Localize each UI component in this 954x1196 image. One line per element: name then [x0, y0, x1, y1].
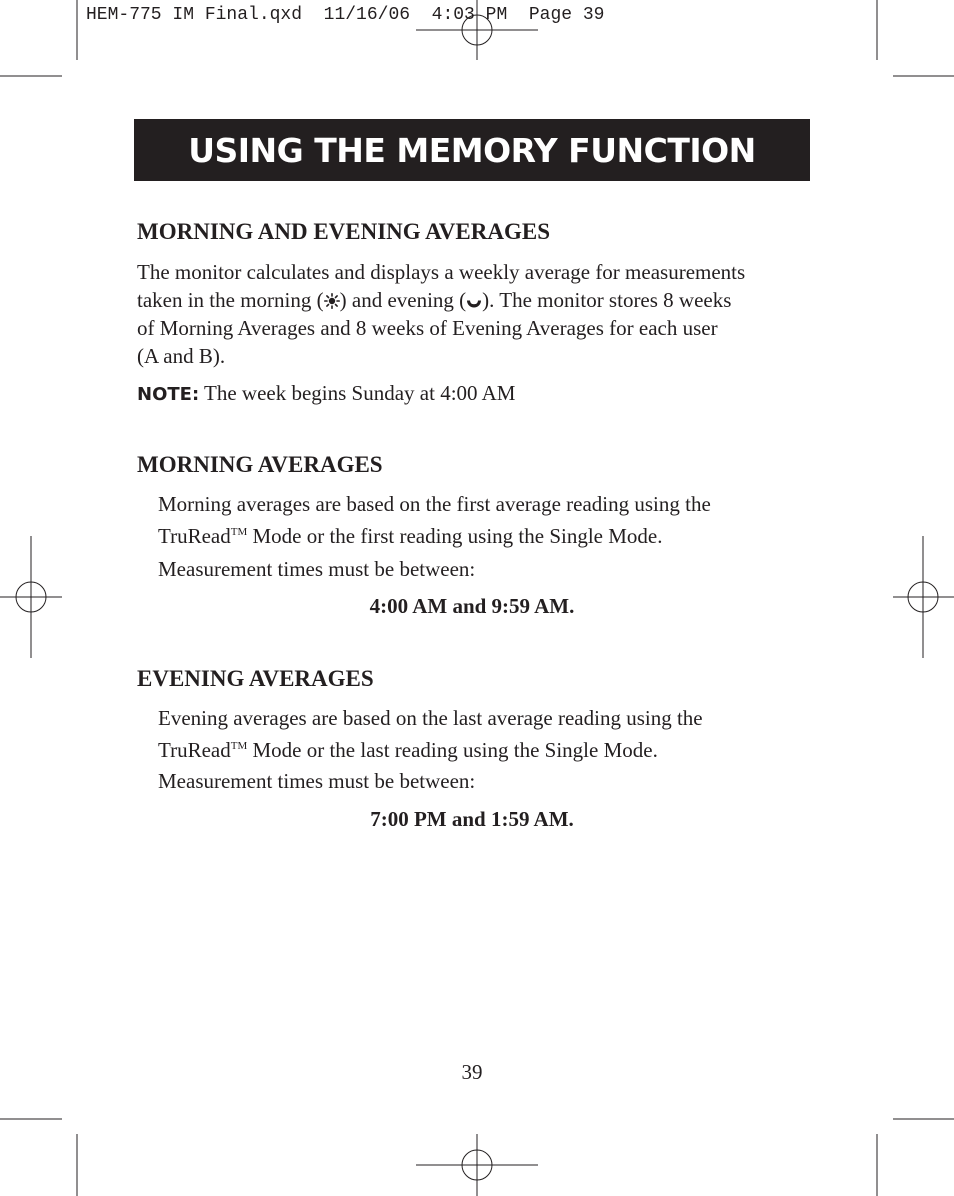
- text-fragment: TruRead: [158, 524, 231, 548]
- trademark-symbol: TM: [230, 526, 248, 538]
- text-fragment: ). The monitor stores 8 weeks: [482, 288, 732, 312]
- section-heading-morning-evening: MORNING AND EVENING AVERAGES: [137, 219, 551, 244]
- page-number: 39: [461, 1060, 483, 1084]
- paragraph-line: of Morning Averages and 8 weeks of Evening Averages for each user: [137, 316, 718, 340]
- text-fragment: TruRead: [158, 738, 231, 762]
- paragraph-line: [137, 286, 731, 314]
- trademark-symbol: TM: [230, 740, 248, 752]
- paragraph-line: [158, 518, 663, 550]
- page-title: USING THE MEMORY FUNCTION: [188, 130, 756, 170]
- paragraph-line: Measurement times must be between:: [158, 769, 476, 793]
- paragraph-line: Morning averages are based on the first average reading using the: [158, 492, 711, 516]
- note-label: NOTE:: [137, 384, 200, 405]
- paragraph-line: The monitor calculates and displays a weekly average for measurements: [137, 260, 746, 284]
- paragraph-line: [158, 732, 658, 764]
- text-fragment: Mode or the first reading using the Single Mode.: [247, 524, 663, 548]
- text-fragment: Mode or the last reading using the Single Mode.: [247, 738, 658, 762]
- print-slug-line: HEM-775 IM Final.qxd 11/16/06 4:03 PM Page 39: [86, 5, 605, 25]
- text-fragment: ) and evening (: [339, 288, 467, 312]
- section-heading-morning: MORNING AVERAGES: [137, 452, 383, 477]
- paragraph-line: (A and B).: [137, 344, 226, 368]
- title-banner: [134, 119, 810, 181]
- morning-time-range: 4:00 AM and 9:59 AM.: [369, 594, 575, 618]
- note: [137, 379, 515, 409]
- moon-icon: [466, 293, 482, 309]
- section-heading-evening: EVENING AVERAGES: [137, 666, 374, 691]
- evening-time-range: 7:00 PM and 1:59 AM.: [370, 807, 574, 831]
- text-fragment: taken in the morning (: [137, 288, 324, 312]
- sun-icon: [324, 293, 340, 309]
- note-text: The week begins Sunday at 4:00 AM: [199, 381, 516, 405]
- paragraph-line: Evening averages are based on the last average reading using the: [158, 706, 703, 730]
- paragraph-line: Measurement times must be between:: [158, 557, 476, 581]
